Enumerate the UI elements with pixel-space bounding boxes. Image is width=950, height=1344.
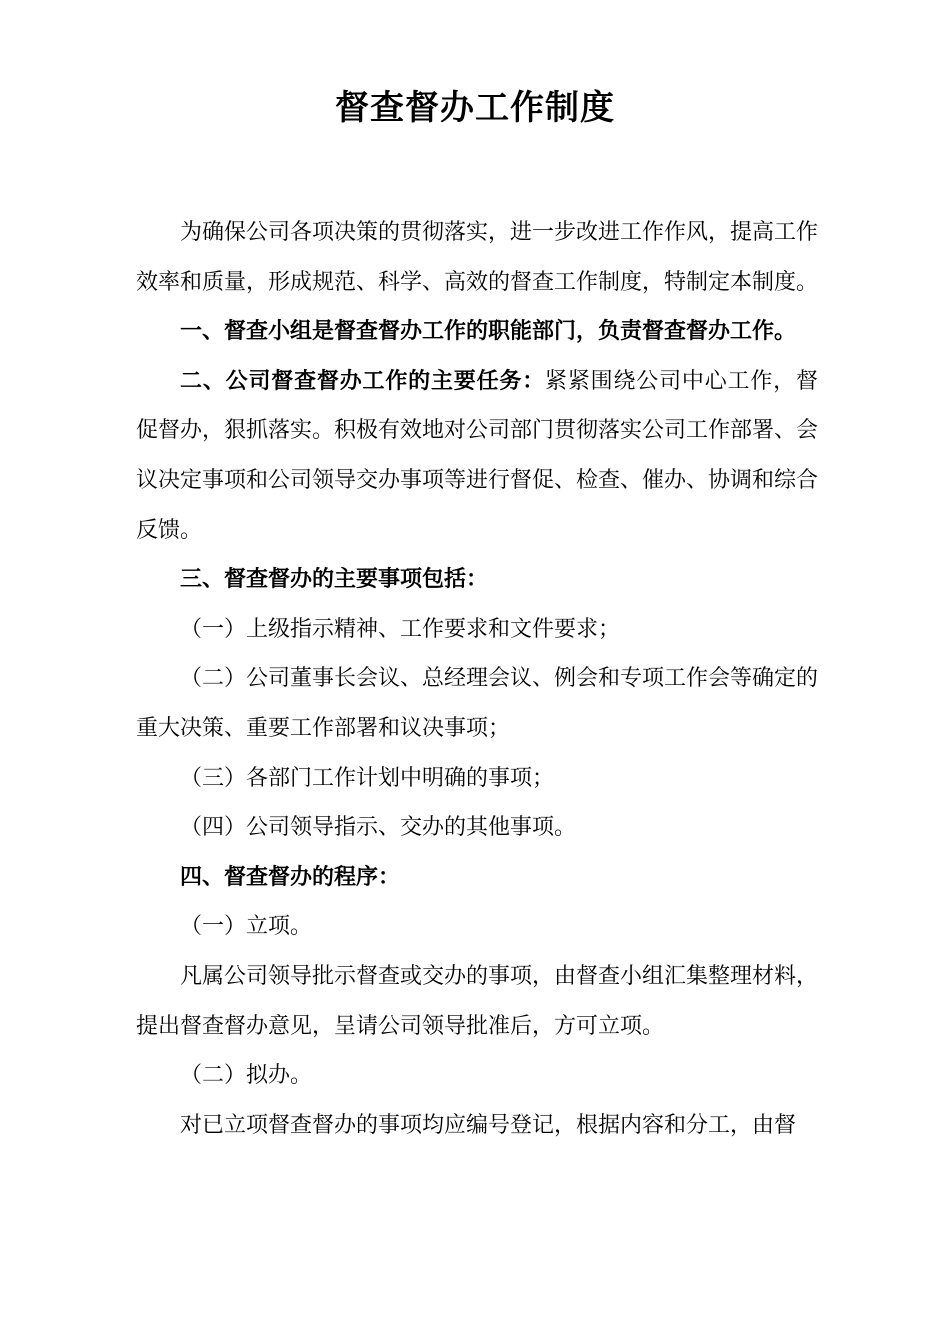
- section-4-sub-1-text: 凡属公司领导批示督查或交办的事项，由督查小组汇集整理材料，提出督查督办意见，呈请公司领导批准后，方可立项。: [136, 963, 819, 1039]
- section-3-item-2: （二）公司董事长会议、总经理会议、例会和专项工作会等确定的重大决策、重要工作部署和议决事项；: [136, 666, 819, 741]
- intro-paragraph: 为确保公司各项决策的贯彻落实，进一步改进工作作风，提高工作效率和质量，形成规范、科学、高效的督查工作制度，特制定本制度。: [136, 220, 819, 295]
- section-4-sub-1-title: （一）立项。: [180, 914, 313, 940]
- document-body: [136, 208, 818, 1150]
- section-2-paragraph: [136, 357, 818, 555]
- section-3-item-1: （一）上级指示精神、工作要求和文件要求；: [180, 616, 621, 642]
- section-3-item-3: （三）各部门工作计划中明确的事项；: [180, 765, 555, 791]
- section-1-heading: 一、督查小组是督查督办工作的职能部门，负责督查督办工作。: [180, 319, 797, 345]
- section-2-heading: 二、公司督查督办工作的主要任务：: [180, 368, 546, 394]
- section-4-heading: 四、督查督办的程序：: [180, 864, 401, 890]
- document-title: 督查督办工作制度: [335, 88, 615, 128]
- section-3-heading: 三、督查督办的主要事项包括：: [180, 567, 489, 593]
- section-3-item-4: （四）公司领导指示、交办的其他事项。: [180, 815, 577, 841]
- section-4-sub-2-title: （二）拟办。: [180, 1063, 313, 1089]
- section-2-text: 紧紧围绕公司中心工作，督促督办，狠抓落实。积极有效地对公司部门贯彻落实公司工作部署、会议决定事项和公司领导交办事项等进行督促、检查、催办、协调和综合反馈。: [136, 368, 819, 543]
- section-4-sub-2-text: 对已立项督查督办的事项均应编号登记，根据内容和分工，由督: [180, 1112, 797, 1138]
